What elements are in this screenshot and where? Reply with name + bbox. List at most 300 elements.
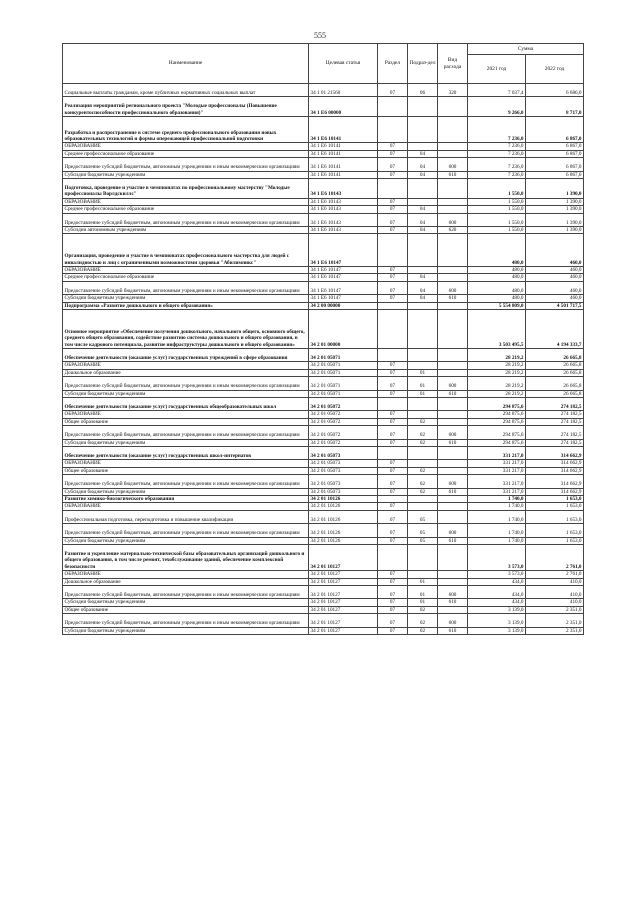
row-subsection-cell: 02 — [408, 439, 438, 446]
table-row — [63, 439, 584, 446]
row-target-cell: 34 2 01 10127 — [309, 586, 378, 599]
row-name-cell: ОБРАЗОВАНИЕ — [63, 266, 309, 273]
row-expense-type-cell — [438, 496, 468, 503]
table-row — [63, 524, 584, 537]
table-row — [63, 606, 584, 613]
row-expense-type-cell — [438, 234, 468, 267]
row-name-cell: Предоставление субсидий бюджетным, автономным учреждениям и иным некоммерческим организациям — [63, 586, 309, 599]
row-year1-cell: 480,0 — [468, 274, 526, 281]
row-target-cell: 34 2 01 05071 — [309, 369, 378, 376]
row-year1-cell: 1 740,0 — [468, 496, 526, 503]
row-year1-cell: 7 236,0 — [468, 158, 526, 171]
row-target-cell: 34 2 01 05072 — [309, 418, 378, 425]
row-year2-cell: 1 653,0 — [526, 524, 584, 537]
row-section-cell: 07 — [378, 524, 408, 537]
row-year1-cell: 480,0 — [468, 266, 526, 273]
row-year1-cell: 3 573,0 — [468, 545, 526, 571]
row-target-cell: 34 2 01 10126 — [309, 496, 378, 503]
table-row — [63, 447, 584, 460]
table-row — [63, 369, 584, 376]
row-subsection-cell — [408, 411, 438, 418]
row-year1-cell: 3 573,0 — [468, 571, 526, 578]
row-subsection-cell: 04 — [408, 226, 438, 233]
row-name-cell: Общее образование — [63, 418, 309, 425]
row-year2-cell: 460,0 — [526, 266, 584, 273]
row-year1-cell: 1 550,0 — [468, 206, 526, 213]
table-header — [63, 44, 584, 84]
row-target-cell: 34 2 01 05071 — [309, 349, 378, 362]
row-subsection-cell — [408, 266, 438, 273]
row-expense-type-cell: 610 — [438, 390, 468, 397]
row-section-cell: 07 — [378, 488, 408, 495]
row-name-cell: Субсидии бюджетным учреждениям — [63, 171, 309, 178]
row-section-cell: 07 — [378, 369, 408, 376]
row-name-cell: Социальные выплаты гражданам, кроме публичных нормативных социальных выплат — [63, 84, 309, 97]
row-subsection-cell — [408, 496, 438, 503]
row-target-cell: 34 1 01 21560 — [309, 84, 378, 97]
row-section-cell: 07 — [378, 84, 408, 97]
row-year2-cell: 26 665,8 — [526, 377, 584, 390]
row-year2-cell: 1 390,0 — [526, 206, 584, 213]
table-row — [63, 627, 584, 634]
budget-table — [62, 43, 584, 635]
row-year1-cell: 7 236,0 — [468, 143, 526, 150]
row-name-cell: Развитие химико-биологического образования — [63, 496, 309, 503]
row-year2-cell: 1 653,0 — [526, 496, 584, 503]
row-year2-cell: 314 662,9 — [526, 460, 584, 467]
row-section-cell: 07 — [378, 411, 408, 418]
table-row — [63, 213, 584, 226]
row-section-cell: 07 — [378, 213, 408, 226]
header-target: Целевая статья — [309, 44, 378, 84]
row-subsection-cell: 04 — [408, 171, 438, 178]
row-year1-cell: 294 875,6 — [468, 418, 526, 425]
row-year2-cell: 6 867,0 — [526, 158, 584, 171]
row-name-cell: Субсидии бюджетным учреждениям — [63, 295, 309, 302]
row-year1-cell: 7 236,0 — [468, 150, 526, 157]
row-expense-type-cell — [438, 418, 468, 425]
row-year2-cell: 410,0 — [526, 578, 584, 585]
row-year2-cell: 4 194 333,7 — [526, 310, 584, 349]
row-expense-type-cell: 600 — [438, 158, 468, 171]
row-subsection-cell: 02 — [408, 606, 438, 613]
row-year2-cell: 410,0 — [526, 586, 584, 599]
row-subsection-cell — [408, 571, 438, 578]
row-section-cell: 07 — [378, 426, 408, 439]
row-subsection-cell: 04 — [408, 274, 438, 281]
row-subsection-cell: 04 — [408, 158, 438, 171]
row-subsection-cell: 01 — [408, 578, 438, 585]
row-target-cell: 34 1 E6 10143 — [309, 226, 378, 233]
row-subsection-cell: 04 — [408, 295, 438, 302]
table-row — [63, 97, 584, 117]
row-expense-type-cell — [438, 460, 468, 467]
row-year2-cell: 26 665,8 — [526, 349, 584, 362]
row-target-cell: 34 1 E6 10141 — [309, 117, 378, 143]
row-expense-type-cell: 600 — [438, 213, 468, 226]
row-name-cell: Основное мероприятие «Обеспечение получения дошкольного, начального общего, основного общего, среднего общего образования, содействие развитию системы дошкольного и общего образования, в том числе кадрового потенциала, развитие инфраструктуры дошкольного и общего образования» — [63, 310, 309, 349]
row-expense-type-cell — [438, 510, 468, 523]
row-expense-type-cell: 600 — [438, 586, 468, 599]
row-expense-type-cell: 620 — [438, 226, 468, 233]
row-year2-cell: 2 761,0 — [526, 571, 584, 578]
row-target-cell: 34 2 01 05071 — [309, 377, 378, 390]
row-year1-cell: 1 550,0 — [468, 178, 526, 198]
row-year1-cell: 1 740,0 — [468, 524, 526, 537]
row-subsection-cell: 05 — [408, 510, 438, 523]
table-row — [63, 578, 584, 585]
table-row — [63, 426, 584, 439]
table-row — [63, 503, 584, 510]
row-name-cell: Предоставление субсидий бюджетным, автономным учреждениям и иным некоммерческим организациям — [63, 426, 309, 439]
row-subsection-cell — [408, 398, 438, 411]
table-row — [63, 377, 584, 390]
row-target-cell: 34 2 01 10126 — [309, 524, 378, 537]
row-year1-cell: 7 236,0 — [468, 171, 526, 178]
row-name-cell: ОБРАЗОВАНИЕ — [63, 411, 309, 418]
row-year1-cell: 1 740,0 — [468, 503, 526, 510]
row-year2-cell: 314 662,9 — [526, 467, 584, 474]
row-expense-type-cell — [438, 150, 468, 157]
row-expense-type-cell — [438, 398, 468, 411]
row-subsection-cell — [408, 117, 438, 143]
row-year2-cell: 460,0 — [526, 295, 584, 302]
row-section-cell: 07 — [378, 439, 408, 446]
row-year1-cell: 7 037,4 — [468, 84, 526, 97]
row-year1-cell: 331 217,0 — [468, 447, 526, 460]
row-year1-cell: 331 217,0 — [468, 460, 526, 467]
row-name-cell: Субсидии автономным учреждениям — [63, 226, 309, 233]
table-row — [63, 310, 584, 349]
row-name-cell: Предоставление субсидий бюджетным, автономным учреждениям и иным некоммерческим организациям — [63, 524, 309, 537]
row-year2-cell: 2 351,0 — [526, 606, 584, 613]
row-name-cell: Предоставление субсидий бюджетным, автономным учреждениям и иным некоммерческим организациям — [63, 158, 309, 171]
row-target-cell: 34 2 01 10126 — [309, 503, 378, 510]
table-row — [63, 206, 584, 213]
row-target-cell: 34 1 E6 10143 — [309, 213, 378, 226]
row-name-cell: ОБРАЗОВАНИЕ — [63, 143, 309, 150]
row-section-cell: 07 — [378, 171, 408, 178]
row-subsection-cell: 02 — [408, 488, 438, 495]
row-name-cell: Дошкольное образование — [63, 578, 309, 585]
row-year1-cell: 1 740,0 — [468, 510, 526, 523]
row-section-cell: 07 — [378, 537, 408, 544]
row-year2-cell: 460,0 — [526, 281, 584, 294]
row-section-cell: 07 — [378, 614, 408, 627]
page-number: 555 — [314, 31, 326, 40]
row-target-cell: 34 1 E6 10143 — [309, 198, 378, 205]
row-name-cell: Дошкольное образование — [63, 369, 309, 376]
row-subsection-cell — [408, 234, 438, 267]
row-year1-cell: 480,0 — [468, 281, 526, 294]
row-year2-cell: 6 867,0 — [526, 143, 584, 150]
row-year2-cell: 26 665,8 — [526, 390, 584, 397]
row-name-cell: Предоставление субсидий бюджетным, автономным учреждениям и иным некоммерческим организациям — [63, 614, 309, 627]
row-year2-cell: 1 653,0 — [526, 510, 584, 523]
table-row — [63, 362, 584, 369]
table-row — [63, 295, 584, 302]
row-subsection-cell: 01 — [408, 377, 438, 390]
row-year1-cell: 3 139,0 — [468, 614, 526, 627]
row-section-cell — [378, 349, 408, 362]
row-name-cell: Субсидии бюджетным учреждениям — [63, 488, 309, 495]
row-year2-cell: 26 665,8 — [526, 369, 584, 376]
row-section-cell: 07 — [378, 578, 408, 585]
row-year2-cell: 2 351,0 — [526, 614, 584, 627]
row-target-cell: 34 2 01 05072 — [309, 398, 378, 411]
row-expense-type-cell: 610 — [438, 488, 468, 495]
row-section-cell: 07 — [378, 206, 408, 213]
header-sum: Сумма — [468, 44, 584, 55]
row-expense-type-cell — [438, 143, 468, 150]
table-row — [63, 614, 584, 627]
row-expense-type-cell — [438, 362, 468, 369]
row-year2-cell: 1 390,0 — [526, 178, 584, 198]
row-subsection-cell — [408, 447, 438, 460]
row-name-cell: ОБРАЗОВАНИЕ — [63, 198, 309, 205]
row-expense-type-cell: 320 — [438, 84, 468, 97]
row-target-cell: 34 1 E6 10141 — [309, 171, 378, 178]
row-expense-type-cell — [438, 97, 468, 117]
row-target-cell: 34 2 01 10127 — [309, 614, 378, 627]
row-year1-cell: 294 875,6 — [468, 439, 526, 446]
row-expense-type-cell: 610 — [438, 295, 468, 302]
row-expense-type-cell — [438, 198, 468, 205]
table-row — [63, 150, 584, 157]
row-section-cell: 07 — [378, 150, 408, 157]
row-expense-type-cell — [438, 571, 468, 578]
table-row — [63, 398, 584, 411]
row-section-cell — [378, 310, 408, 349]
row-target-cell: 34 2 01 10127 — [309, 545, 378, 571]
row-target-cell: 34 1 E6 10147 — [309, 295, 378, 302]
row-target-cell: 34 2 01 05072 — [309, 439, 378, 446]
row-name-cell: Предоставление субсидий бюджетным, автономным учреждениям и иным некоммерческим организациям — [63, 213, 309, 226]
header-expense-type: Вид расхода — [438, 44, 468, 84]
row-expense-type-cell: 610 — [438, 171, 468, 178]
row-year2-cell: 460,0 — [526, 234, 584, 267]
row-target-cell: 34 1 E6 10141 — [309, 150, 378, 157]
row-section-cell: 07 — [378, 266, 408, 273]
row-target-cell: 34 1 E6 10147 — [309, 266, 378, 273]
row-expense-type-cell — [438, 206, 468, 213]
row-section-cell: 07 — [378, 460, 408, 467]
row-target-cell: 34 2 00 00000 — [309, 302, 378, 309]
row-target-cell: 34 1 E6 10147 — [309, 281, 378, 294]
row-year2-cell: 1 653,0 — [526, 503, 584, 510]
row-year1-cell: 434,0 — [468, 578, 526, 585]
row-target-cell: 34 1 E6 10141 — [309, 158, 378, 171]
row-year2-cell: 1 390,0 — [526, 213, 584, 226]
table-row — [63, 349, 584, 362]
table-row — [63, 117, 584, 143]
row-section-cell: 07 — [378, 377, 408, 390]
row-name-cell: Подпрограмма «Развитие дошкольного и общего образования» — [63, 302, 309, 309]
row-year1-cell: 1 740,0 — [468, 537, 526, 544]
row-subsection-cell — [408, 310, 438, 349]
row-expense-type-cell — [438, 606, 468, 613]
row-subsection-cell: 04 — [408, 206, 438, 213]
row-subsection-cell — [408, 362, 438, 369]
row-year1-cell: 434,0 — [468, 586, 526, 599]
row-expense-type-cell: 600 — [438, 281, 468, 294]
row-subsection-cell: 01 — [408, 599, 438, 606]
table-row — [63, 475, 584, 488]
row-year2-cell: 6 867,0 — [526, 171, 584, 178]
row-expense-type-cell — [438, 447, 468, 460]
row-year1-cell: 9 266,0 — [468, 97, 526, 117]
row-year2-cell: 26 665,8 — [526, 362, 584, 369]
row-name-cell: ОБРАЗОВАНИЕ — [63, 460, 309, 467]
row-year2-cell: 6 867,0 — [526, 150, 584, 157]
row-year2-cell: 1 653,0 — [526, 537, 584, 544]
row-expense-type-cell — [438, 578, 468, 585]
row-expense-type-cell: 600 — [438, 426, 468, 439]
row-section-cell: 07 — [378, 274, 408, 281]
header-year1: 2021 год — [468, 55, 526, 84]
row-expense-type-cell: 610 — [438, 537, 468, 544]
row-year1-cell: 28 219,2 — [468, 369, 526, 376]
row-section-cell: 07 — [378, 390, 408, 397]
row-name-cell: Субсидии бюджетным учреждениям — [63, 599, 309, 606]
row-expense-type-cell — [438, 310, 468, 349]
row-section-cell — [378, 178, 408, 198]
row-subsection-cell: 04 — [408, 150, 438, 157]
table-row — [63, 143, 584, 150]
table-row — [63, 411, 584, 418]
row-year1-cell: 331 217,0 — [468, 488, 526, 495]
row-year2-cell: 314 662,9 — [526, 488, 584, 495]
table-row — [63, 496, 584, 503]
row-year1-cell: 3 139,0 — [468, 627, 526, 634]
row-year2-cell: 6 867,0 — [526, 117, 584, 143]
row-expense-type-cell: 610 — [438, 627, 468, 634]
row-expense-type-cell — [438, 369, 468, 376]
table-row — [63, 390, 584, 397]
row-expense-type-cell — [438, 302, 468, 309]
row-target-cell: 34 2 01 05072 — [309, 426, 378, 439]
row-expense-type-cell — [438, 411, 468, 418]
row-subsection-cell — [408, 503, 438, 510]
row-target-cell: 34 2 01 05073 — [309, 460, 378, 467]
header-section: Раздел — [378, 44, 408, 84]
row-section-cell: 07 — [378, 281, 408, 294]
row-expense-type-cell — [438, 503, 468, 510]
header-name: Наименование — [63, 44, 309, 84]
row-subsection-cell: 01 — [408, 390, 438, 397]
row-name-cell: ОБРАЗОВАНИЕ — [63, 571, 309, 578]
row-target-cell: 34 1 E6 10147 — [309, 274, 378, 281]
row-subsection-cell: 02 — [408, 627, 438, 634]
table-row — [63, 281, 584, 294]
row-name-cell: Подготовка, проведение и участие в чемпионатах по профессиональному мастерству "Молодые профессионалы Ворлдскиллс" — [63, 178, 309, 198]
row-section-cell: 07 — [378, 467, 408, 474]
row-name-cell: Обеспечение деятельности (оказание услуг) государственных учреждений в сфере образования — [63, 349, 309, 362]
row-subsection-cell: 02 — [408, 418, 438, 425]
row-expense-type-cell: 610 — [438, 439, 468, 446]
row-year2-cell: 274 182,5 — [526, 398, 584, 411]
row-section-cell — [378, 234, 408, 267]
row-name-cell: Организация, проведение и участие в чемпионатах профессионального мастерства для людей с инвалидностью и лиц с ограниченными возможностями здоровья "Абилимпикс" — [63, 234, 309, 267]
row-year1-cell: 294 875,6 — [468, 426, 526, 439]
row-name-cell: Разработка и распространение в системе среднего профессионального образования новых образовательных технологий и формы опережающей профессиональной подготовки — [63, 117, 309, 143]
row-section-cell: 07 — [378, 418, 408, 425]
row-target-cell: 34 2 01 10127 — [309, 606, 378, 613]
row-section-cell: 07 — [378, 586, 408, 599]
row-section-cell: 07 — [378, 599, 408, 606]
row-name-cell: Среднее профессиональное образование — [63, 274, 309, 281]
row-year2-cell: 274 182,5 — [526, 439, 584, 446]
row-section-cell: 07 — [378, 627, 408, 634]
row-year2-cell: 274 182,5 — [526, 411, 584, 418]
table-row — [63, 84, 584, 97]
row-target-cell: 34 2 01 10127 — [309, 571, 378, 578]
row-subsection-cell — [408, 349, 438, 362]
header-year2: 2022 год — [526, 55, 584, 84]
row-year1-cell: 1 550,0 — [468, 226, 526, 233]
row-subsection-cell: 02 — [408, 614, 438, 627]
row-year2-cell: 2 761,0 — [526, 545, 584, 571]
row-year1-cell: 3 503 495,5 — [468, 310, 526, 349]
row-subsection-cell: 01 — [408, 369, 438, 376]
row-expense-type-cell: 600 — [438, 614, 468, 627]
row-section-cell: 07 — [378, 571, 408, 578]
row-section-cell — [378, 545, 408, 571]
row-year1-cell: 294 875,6 — [468, 411, 526, 418]
row-subsection-cell: 05 — [408, 537, 438, 544]
row-year2-cell: 6 686,0 — [526, 84, 584, 97]
table-row — [63, 586, 584, 599]
row-expense-type-cell: 610 — [438, 599, 468, 606]
row-name-cell: Предоставление субсидий бюджетным, автономным учреждениям и иным некоммерческим организациям — [63, 281, 309, 294]
row-subsection-cell: 04 — [408, 213, 438, 226]
row-subsection-cell: 01 — [408, 586, 438, 599]
row-section-cell: 07 — [378, 475, 408, 488]
table-row — [63, 545, 584, 571]
table-row — [63, 158, 584, 171]
row-section-cell — [378, 302, 408, 309]
row-expense-type-cell — [438, 274, 468, 281]
table-row — [63, 571, 584, 578]
row-name-cell: Развитие и укрепление материально-технической базы образовательных организаций дошкольного и общего образования, в том числе ремонт, техобслуживание зданий, обеспечение комплексной безопасности — [63, 545, 309, 571]
row-subsection-cell: 05 — [408, 524, 438, 537]
row-name-cell: Субсидии бюджетным учреждениям — [63, 537, 309, 544]
row-section-cell: 07 — [378, 143, 408, 150]
row-section-cell: 07 — [378, 503, 408, 510]
table-row — [63, 266, 584, 273]
row-target-cell: 34 2 01 05072 — [309, 411, 378, 418]
row-name-cell: Среднее профессиональное образование — [63, 206, 309, 213]
row-year1-cell: 28 219,2 — [468, 349, 526, 362]
row-year2-cell: 460,0 — [526, 274, 584, 281]
row-year1-cell: 28 219,2 — [468, 390, 526, 397]
row-expense-type-cell — [438, 467, 468, 474]
row-name-cell: Обеспечение деятельности (оказание услуг) государственных общеобразовательных школ — [63, 398, 309, 411]
row-section-cell — [378, 97, 408, 117]
row-section-cell — [378, 496, 408, 503]
row-section-cell: 07 — [378, 226, 408, 233]
row-target-cell: 34 2 01 05073 — [309, 475, 378, 488]
row-name-cell: Общее образование — [63, 467, 309, 474]
row-year1-cell: 1 550,0 — [468, 198, 526, 205]
row-expense-type-cell — [438, 117, 468, 143]
table-row — [63, 460, 584, 467]
row-year1-cell: 294 875,6 — [468, 398, 526, 411]
row-target-cell: 34 2 01 00000 — [309, 310, 378, 349]
row-name-cell: Профессиональная подготовка, переподготовка и повышение квалификации — [63, 510, 309, 523]
row-expense-type-cell — [438, 178, 468, 198]
row-target-cell: 34 2 01 05073 — [309, 447, 378, 460]
